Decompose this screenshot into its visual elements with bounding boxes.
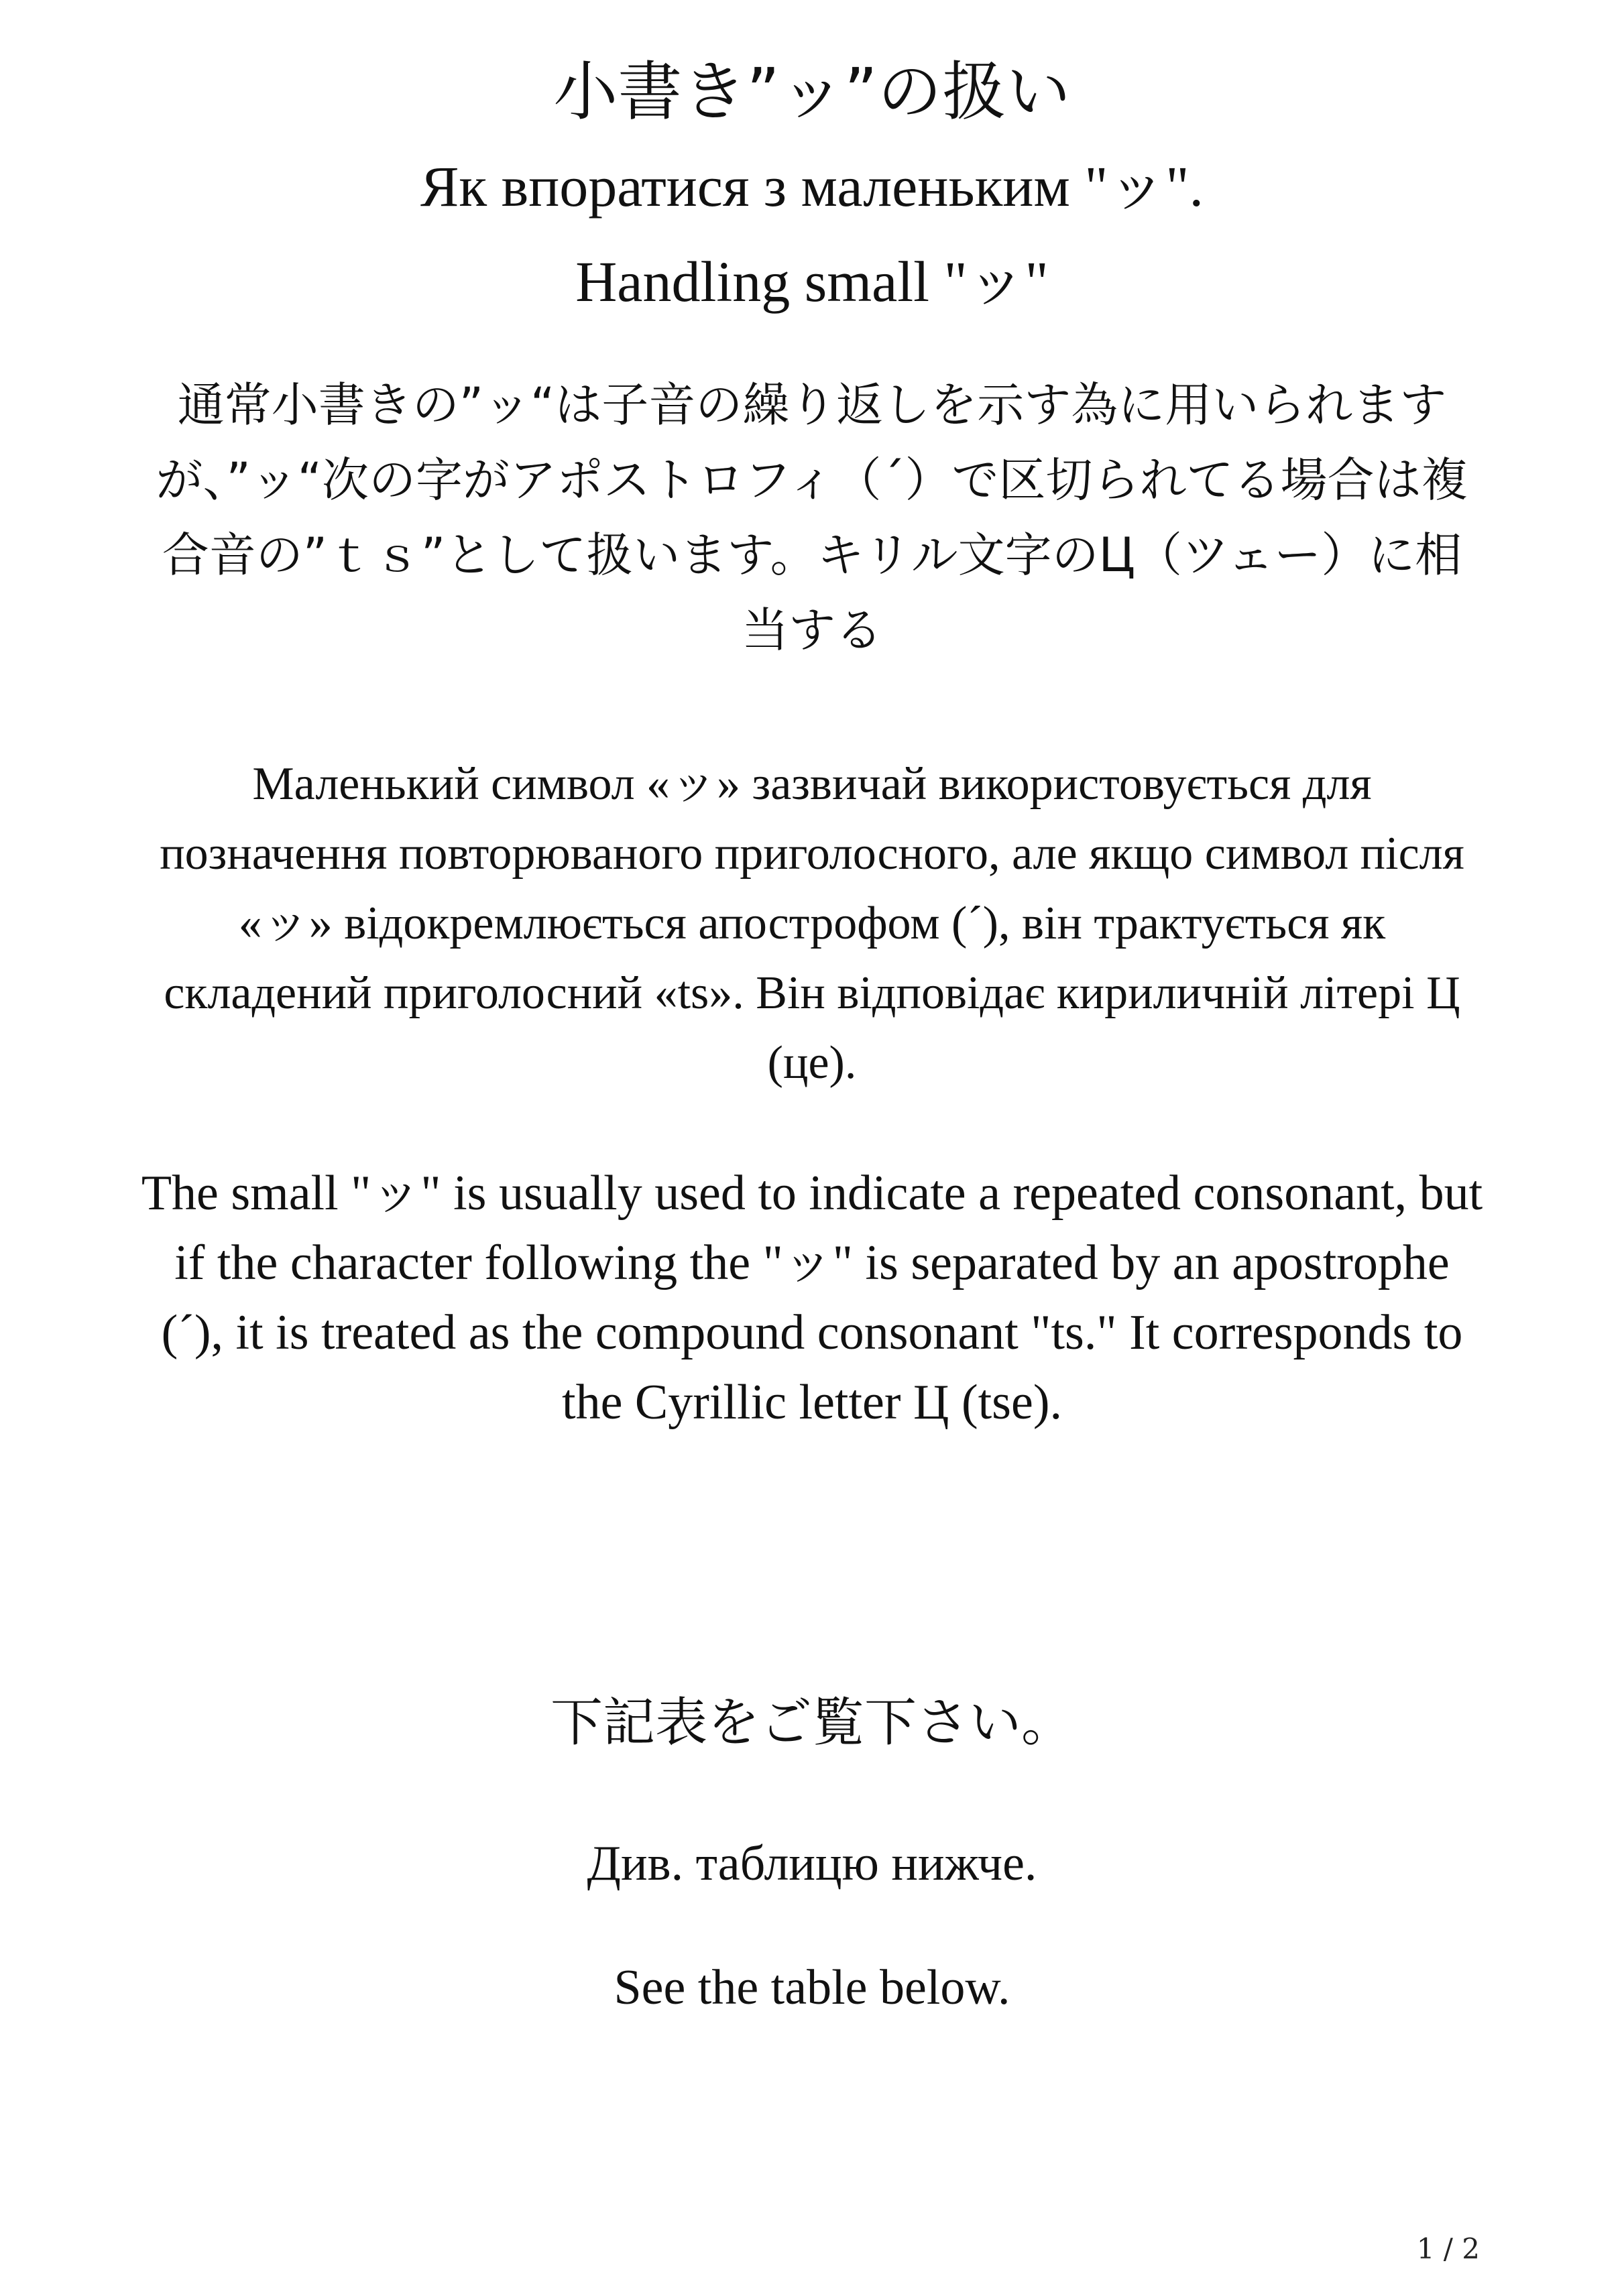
table-note-japanese: 下記表をご覧下さい。 [550, 1693, 1074, 1753]
body-paragraph-japanese: 通常小書きの”ッ“は子音の繰り返しを示す為に用いられますが、”ッ“次の字がアポストロフィ（´）で区切られてる場合は複合音の”ｔｓ”として扱います。キリル文字のЦ（ツェー）に相当する [156, 377, 1468, 658]
table-note-english: See the table below. [614, 1960, 1010, 2015]
body-paragraph-ukrainian: Маленький символ «ッ» зазвичай використовується для позначення повторюваного приголосного, але якщо символ після «ッ» відокремлюється апострофом (´), він трактується як складений приголосний «ts». Він відповідає кириличній літері Ц (це). [160, 758, 1464, 1089]
table-note-ukrainian: Див. таблицю нижче. [587, 1836, 1037, 1891]
title-english: Handling small "ッ" [575, 249, 1049, 314]
title-ukrainian: Як впоратися з маленьким "ッ". [420, 154, 1204, 219]
page-number: 1 / 2 [1416, 2232, 1480, 2265]
body-paragraph-english: The small "ッ" is usually used to indicate a repeated consonant, but if the character following the "ッ" is separated by an apostrophe (´), it is treated as the compound consonant "ts." It corresponds to the Cyrillic letter Ц (tse). [141, 1166, 1483, 1430]
title-japanese: 小書き”ッ”の扱い [553, 54, 1071, 129]
